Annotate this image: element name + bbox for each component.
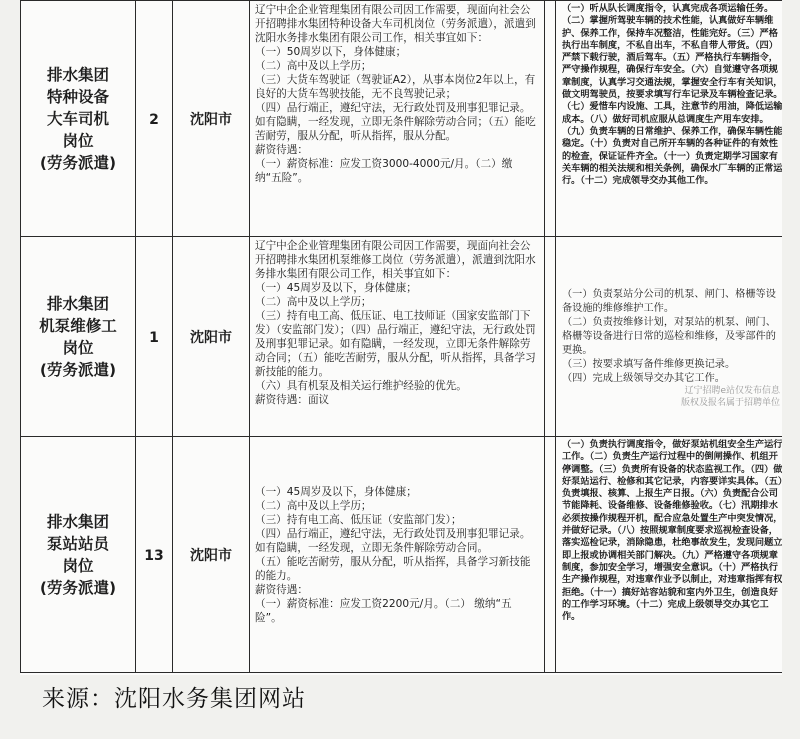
headcount-cell — [136, 437, 173, 673]
requirements: 辽宁中企企业管理集团有限公司因工作需要，现面向社会公开招聘排水集团机泵维修工岗位（劳务派遣），派遣到沈阳水务排水集团有限公司工作，相关事宜如下： （一）45周岁及以下，身体健康； （二）高中及以上学历； （三）持有电工高、低压证、电工技师证（国家安监部门下发）（安监部门发）；（四）品行端正，遵纪守法，无行政处罚及刑事犯罪记录。如有隐瞒，一经发现，立即无条件解除劳动合同；（五）能吃苦耐劳，服从分配，听从指挥，具备学习新技能的能力。 （六）具有机泵及相关运行维护经验的优先。 薪资待遇：面议 — [255, 240, 536, 406]
duties-cell — [556, 1, 783, 237]
table-row — [21, 237, 783, 437]
source-caption: 来源：沈阳水务集团网站 — [42, 686, 306, 712]
document-page — [20, 0, 782, 675]
table-row — [21, 437, 783, 673]
headcount: 2 — [149, 112, 159, 128]
requirements: （一）45周岁及以下，身体健康； （二）高中及以上学历； （三）持有电工高、低压证（安监部门发）； （四）品行端正，遵纪守法，无行政处罚及刑事犯罪记录。如有隐瞒，一经发现，立即无条件解除劳动合同。 （五）能吃苦耐劳，服从分配，听从指挥，具备学习新技能的能力。 薪资待遇： （一）薪资标准：应发工资2200元/月。（二） 缴纳“五险”。 — [255, 485, 531, 624]
divider-gap — [545, 437, 556, 673]
city-cell — [173, 437, 250, 673]
table-row — [21, 1, 783, 237]
divider-gap — [545, 1, 556, 237]
headcount-cell — [136, 237, 173, 437]
job-table — [20, 0, 782, 673]
divider-gap — [545, 237, 556, 437]
city-cell — [173, 1, 250, 237]
requirements-cell — [250, 237, 545, 437]
city-cell — [173, 237, 250, 437]
headcount: 13 — [144, 548, 164, 564]
requirements-cell — [250, 1, 545, 237]
requirements-cell — [250, 437, 545, 673]
position-name: 排水集团 机泵维修工 岗位 (劳务派遣) — [39, 294, 117, 379]
headcount-cell — [136, 1, 173, 237]
position-name-cell — [21, 237, 136, 437]
duties-cell — [556, 437, 783, 673]
city: 沈阳市 — [190, 111, 232, 128]
duties: （一）听从队长调度指令，认真完成各项运输任务。（二）掌握所驾驶车辆的技术性能，认真做好车辆维护、保养工作，保持车况整洁，性能完好。（三）严格执行出车制度，不私自出车，不私自带人带货。（四）严禁下载行驶，酒后驾车。（五）严格执行车辆指令，严守操作规程，确保行车安全。（六）自觉遵守各项规章制度，认真学习交通法规，掌握安全行车有关知识，做文明驾驶员，按要求填写行车记录及车辆检查记录。（七）爱惜车内设施、工具，注意节约用油，降低运输成本。（八）做好司机应服从总调度生产用车安排。（九）负责车辆的日常维护、保养工作，确保车辆性能稳定。（十）负责对自己所开车辆的各种证件的有效性的检查，保证证件齐全。（十一）负责定期学习国家有关车辆的相关法规和相关条例，确保水厂车辆的正常运行。（十二）完成领导交办其他工作。 — [562, 3, 782, 187]
watermark: 辽宁招聘e站仅发布信息 版权及报名属于招聘单位 — [680, 386, 780, 408]
position-name-cell — [21, 1, 136, 237]
city: 沈阳市 — [190, 329, 232, 346]
duties: （一）负责执行调度指令，做好泵站机组安全生产运行工作。（二）负责生产运行过程中的倒闸操作、机组开停调整。（三）负责所有设备的状态监视工作。（四）做好泵站运行、检修和其它记录，内容要详实具体。（五）负责填报、核算、上报生产日报。（六）负责配合公司节能降耗、设备维修、设备维修验收。（七）汛期排水必须按操作规程开机，配合应急处置生产中突发情况，并做好记录。（八）按照规章制度要求巡视检查设备，落实巡检记录，消除隐患，杜绝事故发生，发现问题立即上报或协调相关部门解决。（九）严格遵守各项规章制度，参加安全学习，增强安全意识。（十）严格执行生产操作规程，对违章作业予以制止，对违章指挥有权拒绝。（十一）搞好站容站貌和室内外卫生，创造良好的工作学习环境。（十二）完成上级领导交办其它工作。 — [562, 439, 782, 623]
requirements: 辽宁中企企业管理集团有限公司因工作需要，现面向社会公开招聘排水集团特种设备大车司机岗位（劳务派遣），派遣到沈阳水务排水集团有限公司工作，相关事宜如下： （一）50周岁以下，身体健康； （二）高中及以上学历； （三）大货车驾驶证（驾驶证A2），从事本岗位2年以上，有良好的大货车驾驶技能，无不良驾驶记录； （四）品行端正，遵纪守法，无行政处罚及刑事犯罪记录。如有隐瞒，一经发现，立即无条件解除劳动合同；（五）能吃苦耐劳，服从分配，听从指挥，服从分配。 薪资待遇： （一）薪资标准：应发工资3000-4000元/月。（二）缴纳“五险”。 — [255, 4, 536, 184]
position-name: 排水集团 特种设备 大车司机 岗位 (劳务派遣) — [39, 65, 117, 172]
position-name: 排水集团 泵站站员 岗位 (劳务派遣) — [39, 512, 117, 597]
position-name-cell — [21, 437, 136, 673]
headcount: 1 — [149, 330, 159, 346]
duties: （一）负责泵站分公司的机泵、闸门、格栅等设备设施的维修维护工作。 （二）负责按维修计划，对泵站的机泵、闸门、格栅等设备进行日常的巡检和维修，及零部件的更换。 （三）按要求填写备件维修更换记录。 （四）完成上级领导交办其它工作。 — [562, 288, 776, 384]
city: 沈阳市 — [190, 547, 232, 564]
